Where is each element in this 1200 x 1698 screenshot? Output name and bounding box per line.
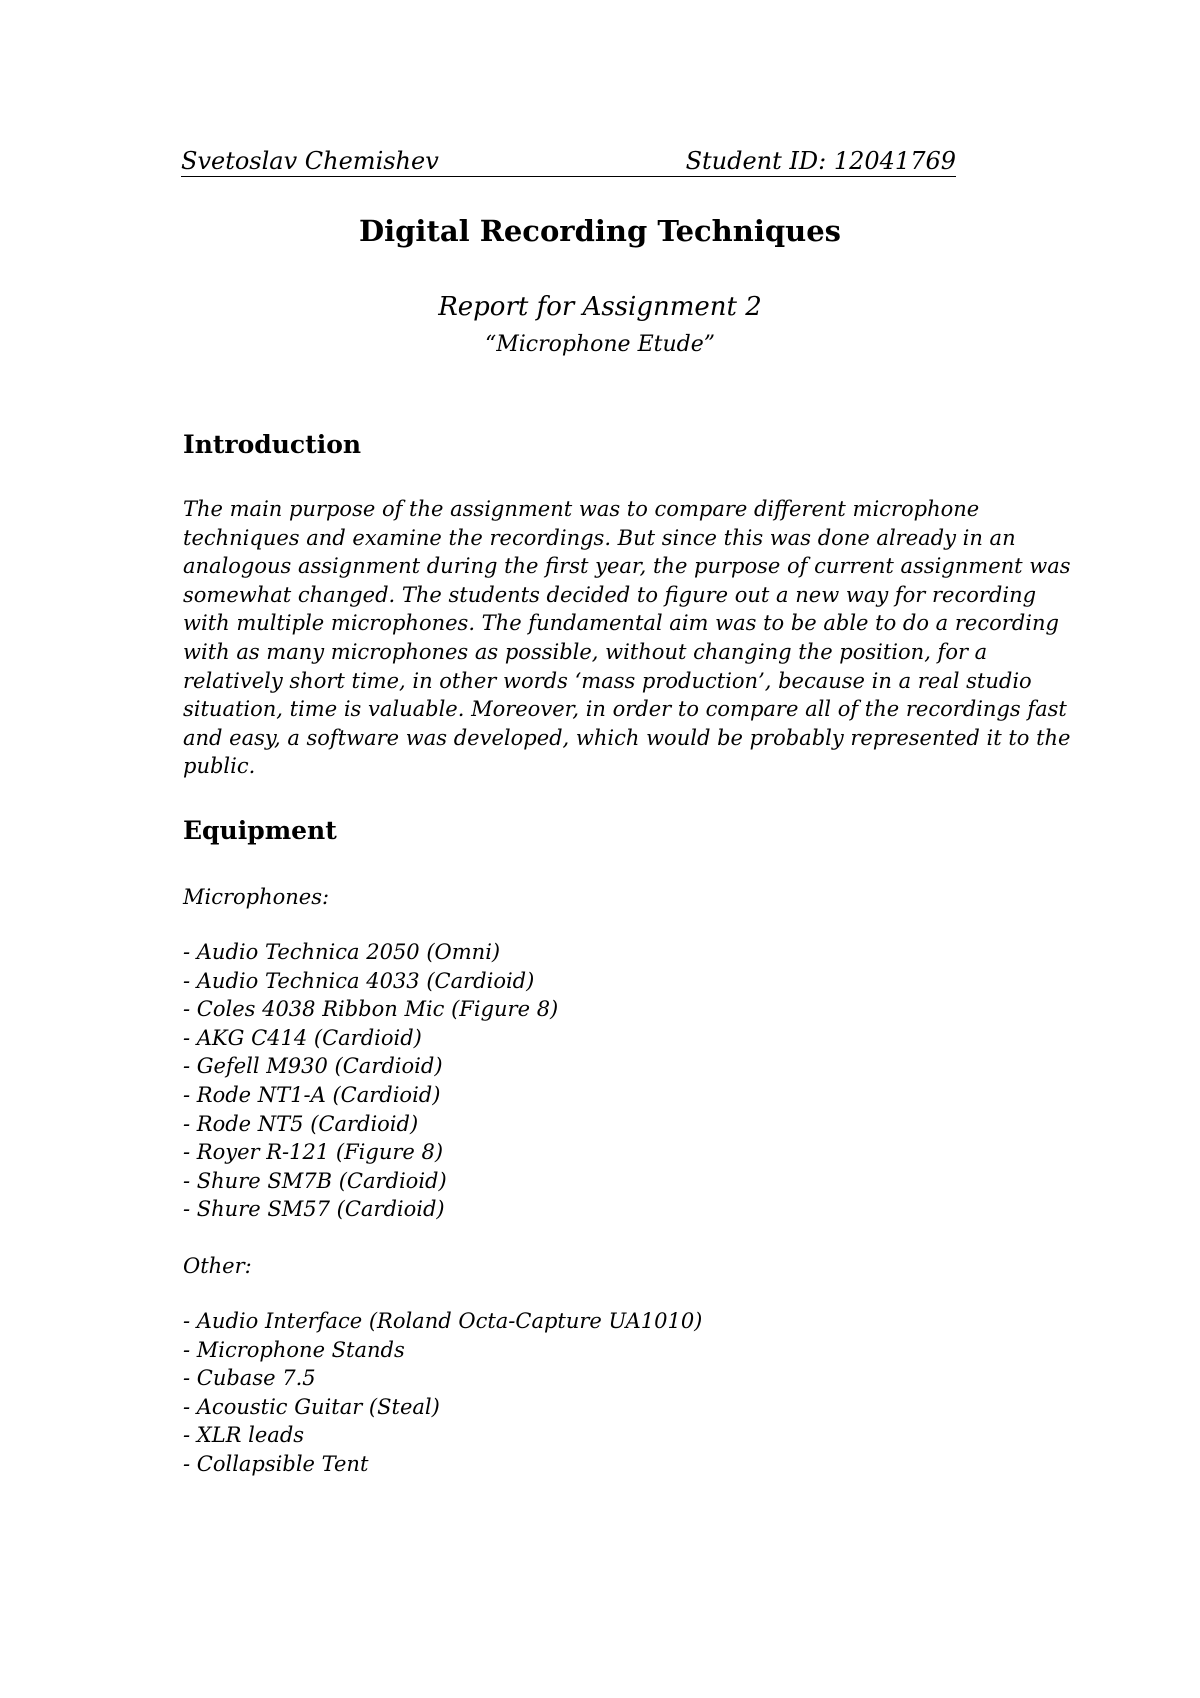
list-item: - Rode NT5 (Cardioid): [183, 1111, 419, 1136]
other-label: Other:: [183, 1254, 252, 1278]
list-item: - Rode NT1-A (Cardioid): [183, 1082, 441, 1107]
document-title: Digital Recording Techniques: [358, 214, 842, 248]
list-item: - Coles 4038 Ribbon Mic (Figure 8): [183, 997, 559, 1022]
list-item: - XLR leads: [183, 1423, 305, 1448]
list-item: - AKG C414 (Cardioid): [183, 1025, 422, 1050]
equipment-heading: Equipment: [183, 816, 337, 845]
paragraph-line: situation, time is valuable. Moreover, in order to compare all of the recordings fast: [183, 697, 1067, 722]
list-item: - Audio Technica 4033 (Cardioid): [183, 968, 535, 993]
paragraph-line: somewhat changed. The students decided to figure out a new way for recording: [183, 582, 1037, 607]
list-item: - Acoustic Guitar (Steal): [183, 1394, 440, 1419]
list-item: - Gefell M930 (Cardioid): [183, 1054, 443, 1079]
student-id: Student ID: 12041769: [685, 147, 956, 175]
microphones-label: Microphones:: [183, 885, 330, 909]
list-item: - Cubase 7.5: [183, 1366, 316, 1391]
paragraph-line: with as many microphones as possible, without changing the position, for a: [183, 639, 988, 664]
list-item: - Audio Interface (Roland Octa-Capture UA1010): [183, 1309, 703, 1333]
introduction-heading: Introduction: [183, 430, 362, 459]
microphones-list: [183, 938, 558, 1224]
list-item: - Collapsible Tent: [183, 1451, 369, 1476]
paragraph-line: with multiple microphones. The fundamental aim was to be able to do a recording: [183, 611, 1059, 636]
paragraph-line: analogous assignment during the first year, the purpose of current assignment was: [183, 554, 1071, 579]
list-item: - Shure SM57 (Cardioid): [183, 1197, 445, 1222]
list-item: - Shure SM7B (Cardioid): [183, 1168, 447, 1193]
list-item: - Microphone Stands: [183, 1337, 405, 1362]
author-name: Svetoslav Chemishev: [181, 147, 439, 175]
paragraph-line: and easy, a software was developed, which would be probably represented it to the: [183, 725, 1071, 750]
paragraph-line: public.: [183, 754, 256, 779]
introduction-paragraph: [183, 495, 1071, 781]
document-subtitle: Report for Assignment 2: [438, 292, 762, 322]
paragraph-line: relatively short time, in other words ‘mass production’, because in a real studio: [183, 668, 1032, 693]
list-item: - Audio Technica 2050 (Omni): [183, 940, 501, 964]
page-header: [181, 146, 956, 177]
document-quote-title: “Microphone Etude”: [485, 332, 715, 357]
paragraph-line: techniques and examine the recordings. But since this was done already in an: [183, 525, 1016, 550]
paragraph-line: The main purpose of the assignment was to compare different microphone: [183, 497, 980, 521]
other-equipment-list: [183, 1307, 702, 1479]
list-item: - Royer R-121 (Figure 8): [183, 1140, 444, 1165]
